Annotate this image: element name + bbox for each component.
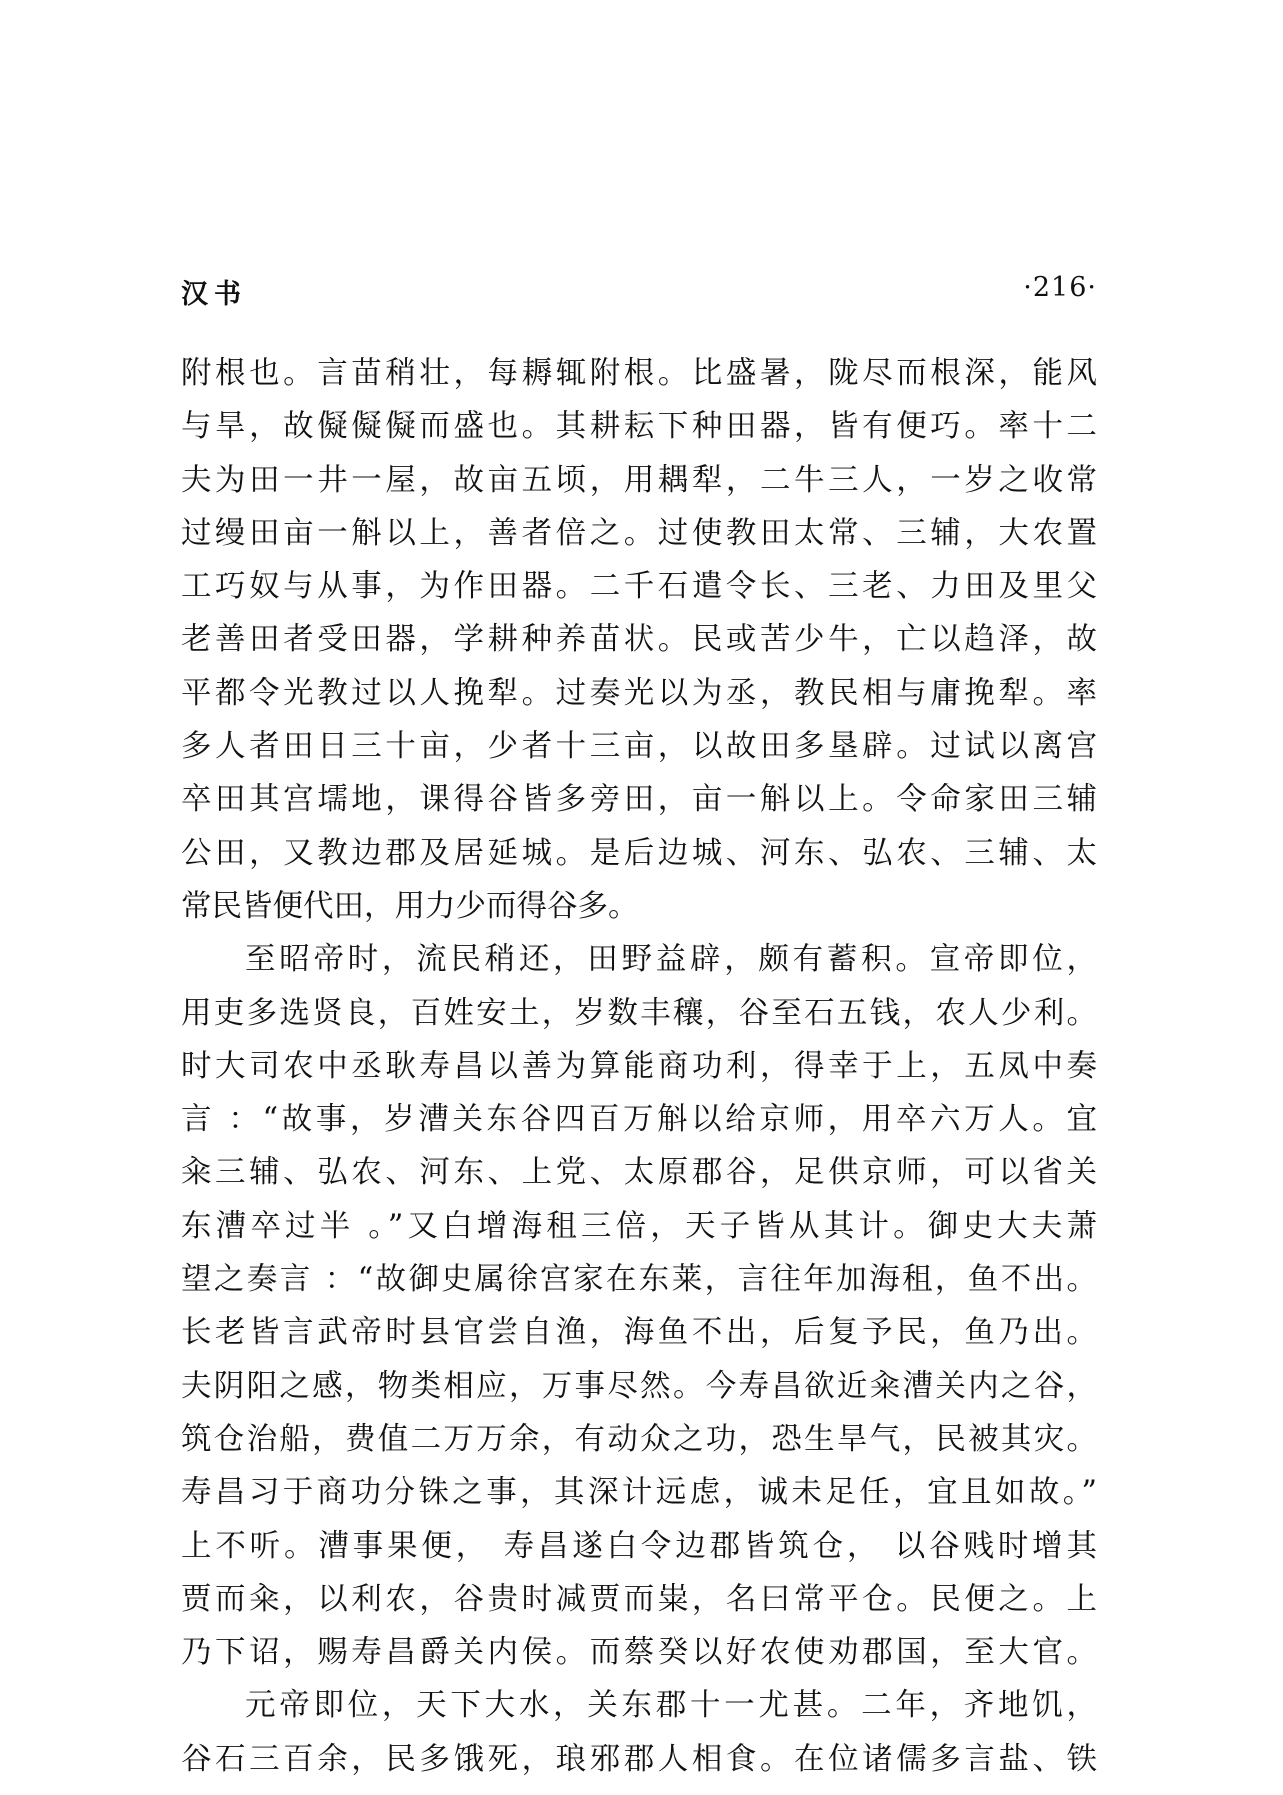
- text-line: 筑仓治船，费值二万万余，有动众之功，恐生旱气，民被其灾。: [181, 1421, 1097, 1457]
- text-line: 寿昌习于商功分铢之事，其深计远虑，诚未足任，宜且如故。”: [181, 1475, 1097, 1511]
- text-line: 望之奏言 ：“故御史属徐宫家在东莱，言往年加海租，鱼不出。: [181, 1262, 1097, 1298]
- text-line: 乃下诏，赐寿昌爵关内侯。而蔡癸以好农使劝郡国，至大官。: [181, 1635, 1097, 1671]
- text-line: 东漕卒过半 。”又白增海租三倍，天子皆从其计。御史大夫萧: [181, 1208, 1097, 1244]
- text-line: 言 ：“故事，岁漕关东谷四百万斛以给京师，用卒六万人。宜: [181, 1102, 1097, 1138]
- text-line: 长老皆言武帝时县官尝自渔，海鱼不出，后复予民，鱼乃出。: [181, 1315, 1097, 1351]
- text-line: 时大司农中丞耿寿昌以善为算能商功利，得幸于上，五凤中奏: [181, 1048, 1097, 1084]
- text-line: 谷石三百余，民多饿死，琅邪郡人相食。在位诸儒多言盐、铁: [181, 1741, 1097, 1777]
- text-line: 元帝即位，天下大水，关东郡十一尤甚。二年，齐地饥，: [245, 1688, 1097, 1724]
- page-number: ·216·: [1023, 272, 1097, 303]
- text-line: 过缦田亩一斛以上，善者倍之。过使教田太常、三辅，大农置: [181, 515, 1097, 551]
- text-line: 平都令光教过以人挽犁。过奏光以为丞，教民相与庸挽犁。率: [181, 675, 1097, 711]
- text-line: 老善田者受田器，学耕种养苗状。民或苦少牛，亡以趋泽，故: [181, 622, 1097, 658]
- text-line: 常民皆便代田，用力少而得谷多。: [181, 888, 639, 924]
- text-line: 工巧奴与从事，为作田器。二千石遣令长、三老、力田及里父: [181, 569, 1097, 605]
- text-line: 籴三辅、弘农、河东、上党、太原郡谷，足供京师，可以省关: [181, 1155, 1097, 1191]
- page-header: [181, 272, 1097, 312]
- text-line: 夫为田一井一屋，故亩五顷，用耦犁，二牛三人，一岁之收常: [181, 462, 1097, 498]
- text-line: 多人者田日三十亩，少者十三亩，以故田多垦辟。过试以离宫: [181, 729, 1097, 765]
- text-line: 贾而籴，以利农，谷贵时减贾而粜，名曰常平仓。民便之。上: [181, 1581, 1097, 1617]
- text-line: 上不听。漕事果便， 寿昌遂白令边郡皆筑仓， 以谷贱时增其: [181, 1528, 1097, 1564]
- text-line: 卒田其宫壖地，课得谷皆多旁田，亩一斛以上。令命家田三辅: [181, 782, 1097, 818]
- text-line: 附根也。言苗稍壮，每耨辄附根。比盛暑，陇尽而根深，能风: [181, 356, 1097, 391]
- body-text: [181, 347, 1097, 1786]
- text-line: 夫阴阳之感，物类相应，万事尽然。今寿昌欲近籴漕关内之谷，: [181, 1368, 1097, 1404]
- text-line: 用吏多选贤良，百姓安土，岁数丰穰，谷至石五钱，农人少利。: [181, 995, 1097, 1031]
- text-line: 与旱，故儗儗儗而盛也。其耕耘下种田器，皆有便巧。率十二: [181, 409, 1097, 445]
- text-line: 至昭帝时，流民稍还，田野益辟，颇有蓄积。宣帝即位，: [245, 942, 1097, 978]
- running-head-title: 汉书: [181, 279, 247, 310]
- text-line: 公田，又教边郡及居延城。是后边城、河东、弘农、三辅、太: [181, 835, 1097, 871]
